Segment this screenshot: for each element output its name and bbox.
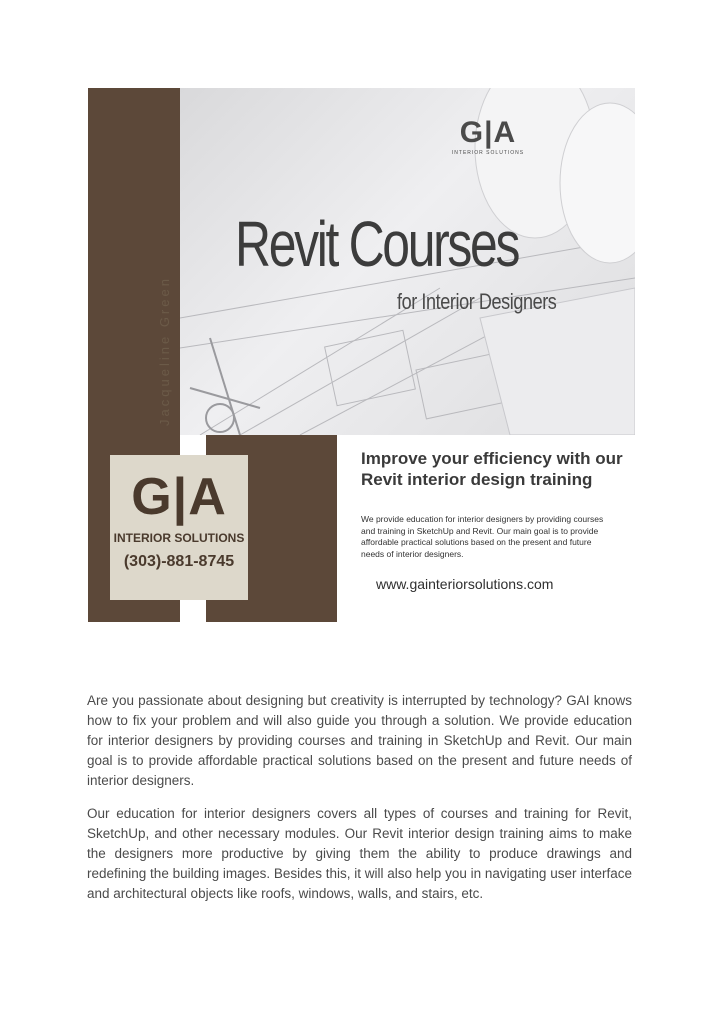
banner-website: www.gainteriorsolutions.com (376, 576, 554, 592)
company-card (110, 455, 248, 600)
vertical-author-name: Jacqueline Green (157, 276, 172, 426)
banner-title: Revit Courses (235, 208, 519, 280)
promo-banner (88, 88, 635, 622)
photo-logo-mark: G|A (459, 116, 517, 149)
paragraph-2: Our education for interior designers covers all types of courses and training for Revit, SketchUp, and other necessary modules. Our Revit interior design training aims to make the designers more productive by giving them the ability to produce drawings and redefining the building images. Besides this, it will also help you in navigating user interface and architectural objects like roofs, windows, walls, and stairs, etc. (87, 806, 632, 901)
banner-subtitle: for Interior Designers (397, 289, 557, 314)
paragraph-1: Are you passionate about designing but creativity is interrupted by technology? GAI knows how to fix your problem and will also guide you through a solution. We provide education for interior designers by providing courses and training in SketchUp and Revit. Our main goal is to provide affordable practical solutions based on the present and future needs of interior designers. (87, 693, 632, 788)
banner-headline: Improve your efficiency with our Revit interior design training (361, 449, 623, 489)
banner-blurb: We provide education for interior designers by providing courses and training in SketchUp and Revit. Our main goal is to provide affordable practical solutions based on the present and future needs of interior designers. (361, 514, 604, 559)
photo-logo-sub: INTERIOR SOLUTIONS (451, 150, 525, 156)
photo-logo (448, 118, 528, 156)
card-phone: (303)-881-8745 (123, 553, 235, 570)
card-company-name: INTERIOR SOLUTIONS (113, 531, 245, 545)
card-logo-mark: G|A (131, 468, 227, 526)
